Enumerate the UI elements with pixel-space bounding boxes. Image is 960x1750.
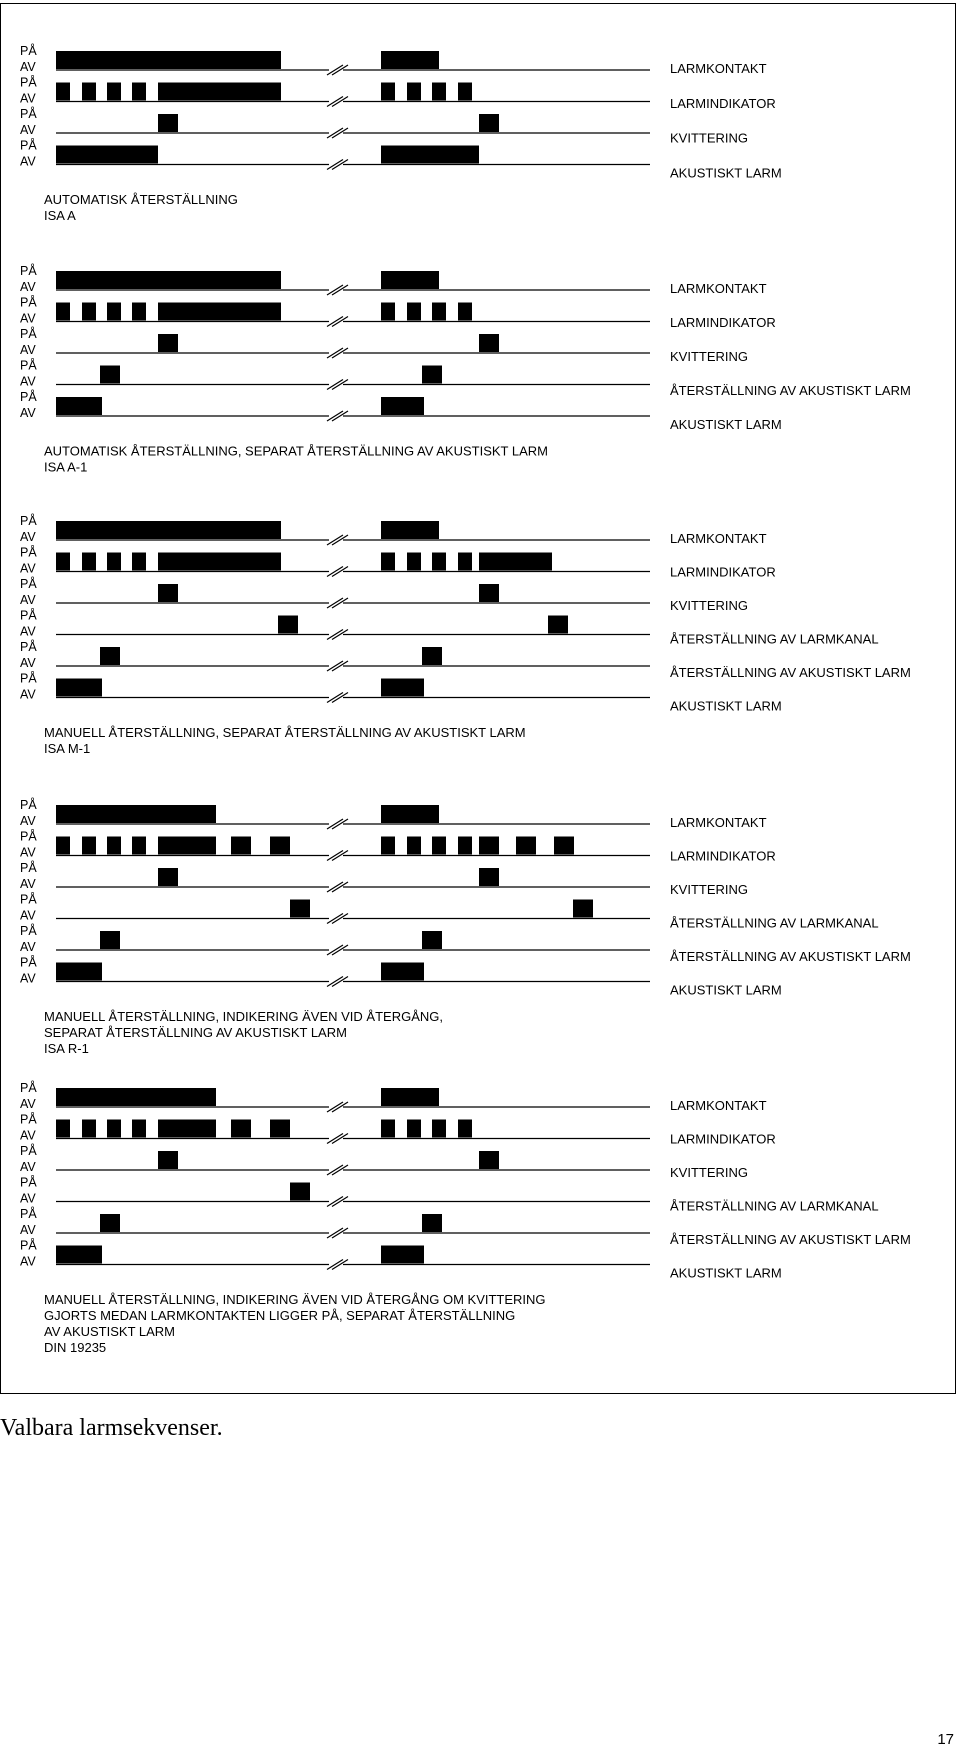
signal-pulse — [432, 83, 446, 101]
state-off-label: AV — [20, 1254, 36, 1269]
signal-pulse — [422, 647, 442, 665]
panel-caption: SEPARAT ÅTERSTÄLLNING AV AKUSTISKT LARM — [44, 1025, 347, 1040]
signal-pulse — [56, 146, 158, 164]
signal-pulse — [573, 900, 593, 918]
signal-row — [20, 797, 650, 829]
signal-name: LARMINDIKATOR — [670, 848, 776, 864]
signal-row — [20, 43, 650, 75]
signal-pulse — [407, 83, 421, 101]
signal-pulse — [158, 1151, 178, 1169]
panel-caption: ISA M-1 — [44, 741, 91, 756]
signal-pulse — [56, 521, 281, 539]
state-on-label: PÅ — [20, 829, 37, 844]
signal-pulse — [107, 553, 121, 571]
signal-pulse — [479, 837, 499, 855]
state-off-label: AV — [20, 908, 36, 923]
state-on-label: PÅ — [20, 1081, 37, 1095]
state-on-label: PÅ — [20, 138, 37, 153]
signal-row — [20, 1143, 650, 1175]
signal-pulse — [458, 303, 472, 321]
signal-pulse — [479, 114, 499, 132]
signal-name: ÅTERSTÄLLNING AV AKUSTISKT LARM — [670, 1232, 911, 1247]
signal-pulse — [422, 931, 442, 949]
state-on-label: PÅ — [20, 1144, 37, 1158]
signal-pulse — [381, 1246, 424, 1264]
signal-row — [20, 1238, 650, 1270]
state-on-label: PÅ — [20, 264, 37, 278]
signal-pulse — [432, 553, 446, 571]
panel-caption: MANUELL ÅTERSTÄLLNING, INDIKERING ÄVEN VID ÅTERGÅNG, — [44, 1009, 443, 1024]
state-off-label: AV — [20, 60, 36, 74]
state-on-label: PÅ — [20, 75, 37, 90]
state-on-label: PÅ — [20, 892, 37, 907]
signal-pulse — [422, 366, 442, 384]
state-on-label: PÅ — [20, 671, 37, 686]
signal-pulse — [381, 397, 424, 415]
signal-pulse — [56, 303, 70, 321]
signal-name: AKUSTISKT LARM — [670, 417, 782, 432]
signal-pulse — [56, 837, 70, 855]
signal-pulse — [158, 83, 281, 101]
state-on-label: PÅ — [20, 327, 37, 341]
signal-row — [20, 75, 650, 107]
signal-pulse — [432, 837, 446, 855]
signal-row — [20, 923, 650, 955]
state-on-label: PÅ — [20, 358, 37, 373]
signal-pulse — [56, 51, 281, 69]
signal-name: LARMKONTAKT — [670, 531, 767, 546]
state-off-label: AV — [20, 1128, 36, 1143]
state-on-label: PÅ — [20, 924, 37, 938]
signal-pulse — [132, 303, 146, 321]
figure-caption: Valbara larmsekvenser. — [0, 1415, 223, 1441]
signal-row — [20, 829, 650, 861]
state-off-label: AV — [20, 91, 36, 106]
signal-pulse — [381, 837, 395, 855]
state-off-label: AV — [20, 971, 36, 986]
signal-pulse — [479, 553, 552, 571]
signal-pulse — [290, 900, 310, 918]
signal-name: KVITTERING — [670, 349, 749, 364]
state-off-label: AV — [20, 1191, 36, 1206]
state-on-label: PÅ — [20, 107, 37, 121]
signal-name: KVITTERING — [670, 130, 749, 146]
panel-caption: ISA A-1 — [44, 459, 88, 475]
signal-pulse — [100, 1214, 120, 1232]
state-off-label: AV — [20, 154, 36, 169]
signal-name: LARMKONTAKT — [670, 61, 767, 76]
signal-pulse — [82, 837, 96, 855]
state-on-label: PÅ — [20, 861, 37, 875]
signal-name: ÅTERSTÄLLNING AV AKUSTISKT LARM — [670, 665, 911, 680]
signal-pulse — [82, 1120, 96, 1138]
signal-pulse — [82, 303, 96, 321]
signal-pulse — [231, 1120, 251, 1138]
state-off-label: AV — [20, 814, 36, 828]
signal-pulse — [270, 837, 290, 855]
state-on-label: PÅ — [20, 44, 37, 58]
state-off-label: AV — [20, 687, 36, 702]
sequence-panel — [20, 43, 782, 223]
signal-row — [20, 639, 650, 671]
signal-row — [20, 326, 650, 358]
signal-pulse — [381, 146, 479, 164]
signal-pulse — [132, 837, 146, 855]
signal-pulse — [56, 963, 102, 981]
signal-pulse — [56, 553, 70, 571]
state-off-label: AV — [20, 406, 36, 420]
state-off-label: AV — [20, 123, 36, 137]
signal-pulse — [381, 83, 395, 101]
signal-pulse — [56, 1246, 102, 1264]
signal-pulse — [56, 83, 70, 101]
signal-pulse — [100, 647, 120, 665]
sequence-panel — [20, 797, 911, 1056]
signal-row — [20, 295, 650, 327]
signal-pulse — [458, 83, 472, 101]
panel-caption: AUTOMATISK ÅTERSTÄLLNING — [44, 192, 238, 207]
signal-pulse — [158, 303, 281, 321]
state-off-label: AV — [20, 561, 36, 576]
signal-name: LARMINDIKATOR — [670, 564, 776, 580]
signal-pulse — [158, 868, 178, 886]
signal-row — [20, 1112, 650, 1144]
signal-name: LARMKONTAKT — [670, 815, 767, 830]
signal-name: LARMINDIKATOR — [670, 1131, 776, 1147]
state-off-label: AV — [20, 1223, 36, 1237]
signal-pulse — [158, 334, 178, 352]
signal-pulse — [107, 1120, 121, 1138]
signal-pulse — [458, 1120, 472, 1138]
signal-pulse — [107, 837, 121, 855]
state-off-label: AV — [20, 940, 36, 954]
signal-name: KVITTERING — [670, 882, 749, 897]
signal-pulse — [82, 83, 96, 101]
signal-pulse — [158, 114, 178, 132]
signal-row — [20, 358, 650, 390]
panel-caption: GJORTS MEDAN LARMKONTAKTEN LIGGER PÅ, SEPARAT ÅTERSTÄLLNING — [44, 1308, 516, 1323]
signal-pulse — [554, 837, 574, 855]
signal-pulse — [132, 1120, 146, 1138]
state-off-label: AV — [20, 343, 36, 357]
sequence-panel — [20, 1080, 911, 1355]
signal-pulse — [270, 1120, 290, 1138]
panel-caption: DIN 19235 — [44, 1340, 107, 1355]
panel-caption: ISA R-1 — [44, 1041, 89, 1056]
panel-caption: AUTOMATISK ÅTERSTÄLLNING, SEPARAT ÅTERSTÄLLNING AV AKUSTISKT LARM — [44, 443, 548, 459]
signal-pulse — [100, 931, 120, 949]
signal-name: ÅTERSTÄLLNING AV AKUSTISKT LARM — [670, 383, 911, 398]
state-off-label: AV — [20, 311, 36, 326]
signal-pulse — [107, 83, 121, 101]
sequence-panel — [20, 513, 911, 756]
panel-caption: ISA A — [44, 208, 76, 223]
signal-pulse — [407, 303, 421, 321]
signal-pulse — [132, 83, 146, 101]
signal-pulse — [479, 1151, 499, 1169]
signal-pulse — [407, 1120, 421, 1138]
state-on-label: PÅ — [20, 798, 37, 812]
state-on-label: PÅ — [20, 1238, 37, 1253]
signal-row — [20, 955, 650, 987]
signal-pulse — [56, 1088, 216, 1106]
signal-row — [20, 138, 650, 170]
signal-pulse — [422, 1214, 442, 1232]
state-off-label: AV — [20, 845, 36, 860]
signal-row — [20, 106, 650, 138]
panel-caption: MANUELL ÅTERSTÄLLNING, INDIKERING ÄVEN VID ÅTERGÅNG OM KVITTERING — [44, 1292, 546, 1307]
signal-pulse — [381, 1088, 439, 1106]
signal-pulse — [407, 837, 421, 855]
state-on-label: PÅ — [20, 1112, 37, 1127]
signal-name: AKUSTISKT LARM — [670, 698, 782, 714]
signal-row — [20, 1206, 650, 1238]
panel-caption: AV AKUSTISKT LARM — [44, 1324, 176, 1339]
state-off-label: AV — [20, 624, 36, 639]
signal-pulse — [381, 303, 395, 321]
signal-name: KVITTERING — [670, 598, 749, 613]
signal-row — [20, 513, 650, 545]
signal-row — [20, 576, 650, 608]
signal-pulse — [381, 679, 424, 697]
signal-pulse — [290, 1183, 310, 1201]
signal-name: LARMKONTAKT — [670, 281, 767, 296]
state-on-label: PÅ — [20, 640, 37, 654]
signal-pulse — [381, 805, 439, 823]
signal-pulse — [381, 553, 395, 571]
signal-pulse — [381, 271, 439, 289]
signal-row — [20, 860, 650, 892]
signal-row — [20, 671, 650, 703]
signal-pulse — [407, 553, 421, 571]
signal-pulse — [56, 271, 281, 289]
state-off-label: AV — [20, 593, 36, 607]
state-on-label: PÅ — [20, 295, 37, 310]
signal-pulse — [432, 303, 446, 321]
signal-row — [20, 545, 650, 577]
signal-pulse — [458, 553, 472, 571]
state-on-label: PÅ — [20, 390, 37, 404]
signal-pulse — [432, 1120, 446, 1138]
signal-name: LARMINDIKATOR — [670, 95, 776, 111]
panel-caption: MANUELL ÅTERSTÄLLNING, SEPARAT ÅTERSTÄLLNING AV AKUSTISKT LARM — [44, 725, 526, 740]
state-off-label: AV — [20, 530, 36, 544]
signal-pulse — [158, 584, 178, 602]
signal-pulse — [100, 366, 120, 384]
state-off-label: AV — [20, 1160, 36, 1174]
state-on-label: PÅ — [20, 545, 37, 560]
signal-pulse — [82, 553, 96, 571]
signal-name: ÅTERSTÄLLNING AV LARMKANAL — [670, 1198, 879, 1214]
signal-pulse — [158, 1120, 216, 1138]
signal-name: AKUSTISKT LARM — [670, 1265, 782, 1281]
signal-pulse — [107, 303, 121, 321]
signal-pulse — [56, 679, 102, 697]
signal-name: KVITTERING — [670, 1165, 749, 1180]
signal-pulse — [458, 837, 472, 855]
signal-row — [20, 1080, 650, 1112]
state-off-label: AV — [20, 1097, 36, 1111]
signal-name: LARMKONTAKT — [670, 1098, 767, 1113]
signal-pulse — [132, 553, 146, 571]
signal-pulse — [231, 837, 251, 855]
signal-pulse — [381, 963, 424, 981]
sequence-panel — [20, 263, 911, 475]
signal-row — [20, 1175, 650, 1207]
signal-pulse — [516, 837, 536, 855]
signal-pulse — [381, 521, 439, 539]
signal-pulse — [479, 334, 499, 352]
signal-row — [20, 263, 650, 295]
signal-name: ÅTERSTÄLLNING AV AKUSTISKT LARM — [670, 949, 911, 964]
state-on-label: PÅ — [20, 1175, 37, 1190]
signal-name: ÅTERSTÄLLNING AV LARMKANAL — [670, 915, 879, 931]
state-on-label: PÅ — [20, 608, 37, 623]
signal-name: ÅTERSTÄLLNING AV LARMKANAL — [670, 631, 879, 647]
state-on-label: PÅ — [20, 514, 37, 528]
signal-name: AKUSTISKT LARM — [670, 982, 782, 998]
signal-pulse — [381, 51, 439, 69]
signal-row — [20, 389, 650, 421]
state-on-label: PÅ — [20, 1207, 37, 1221]
state-off-label: AV — [20, 877, 36, 891]
signal-pulse — [158, 837, 216, 855]
page-number: 17 — [937, 1731, 954, 1748]
state-off-label: AV — [20, 280, 36, 294]
signal-pulse — [278, 616, 298, 634]
signal-pulse — [56, 1120, 70, 1138]
state-off-label: AV — [20, 656, 36, 670]
state-off-label: AV — [20, 374, 36, 389]
signal-pulse — [479, 584, 499, 602]
signal-name: AKUSTISKT LARM — [670, 165, 782, 181]
signal-pulse — [158, 553, 281, 571]
state-on-label: PÅ — [20, 955, 37, 970]
signal-pulse — [56, 397, 102, 415]
signal-pulse — [548, 616, 568, 634]
signal-pulse — [56, 805, 216, 823]
signal-name: LARMINDIKATOR — [670, 315, 776, 330]
signal-pulse — [381, 1120, 395, 1138]
signal-row — [20, 892, 650, 924]
signal-row — [20, 608, 650, 640]
signal-pulse — [479, 868, 499, 886]
state-on-label: PÅ — [20, 577, 37, 591]
